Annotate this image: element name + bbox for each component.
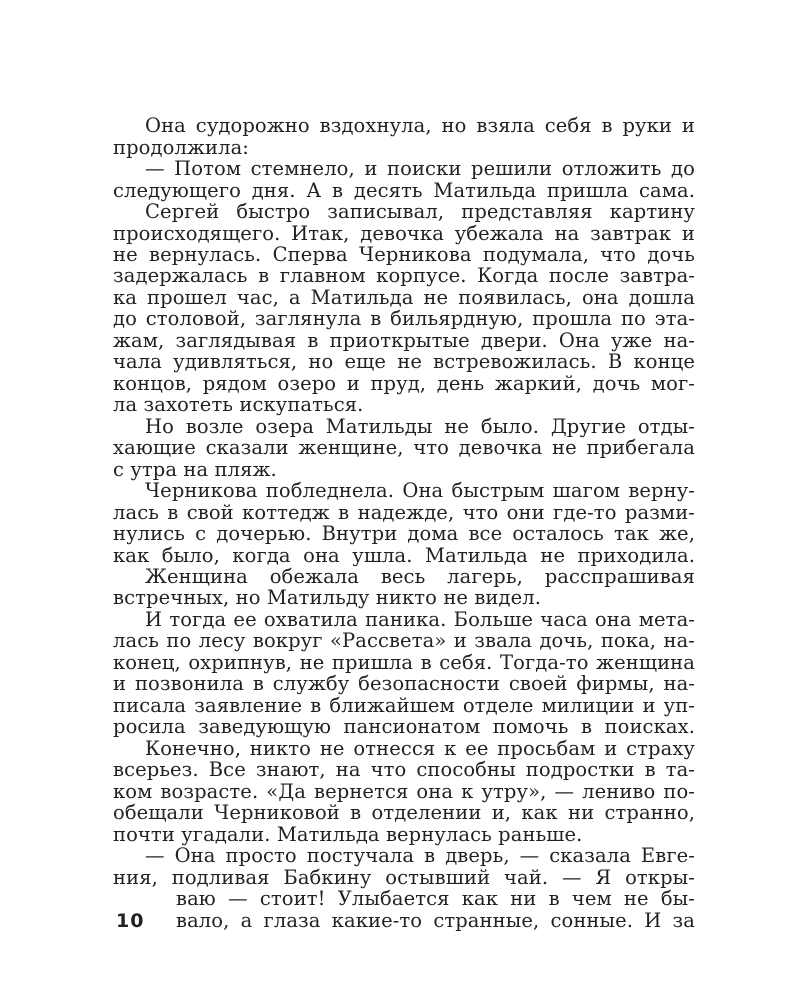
text-line: продолжила: bbox=[113, 136, 249, 159]
text-line: — Потом стемнело, и поиски решили отложить до bbox=[145, 157, 695, 180]
text-line: чала удивляться, но еще не встревожилась. В конце bbox=[113, 350, 695, 373]
text-line: лась в свой коттедж в надежде, что они где-то разми- bbox=[113, 501, 695, 524]
text-line: — Она просто постучала в дверь, — сказала Евге- bbox=[145, 844, 695, 867]
text-line: Но возле озера Матильды не было. Другие отды- bbox=[145, 415, 695, 438]
text-line: Сергей быстро записывал, представляя картину bbox=[145, 200, 695, 223]
text-line: происходящего. Итак, девочка убежала на завтрак и bbox=[113, 222, 695, 245]
text-line: хающие сказали женщине, что девочка не прибегала bbox=[113, 436, 695, 459]
text-line: росила заведующую пансионатом помочь в поисках. bbox=[113, 715, 695, 738]
text-line: вало, а глаза какие-то странные, сонные. И за bbox=[176, 909, 695, 932]
text-line: и позвонила в службу безопасности своей фирмы, на- bbox=[113, 672, 695, 695]
text-line: с утра на пляж. bbox=[113, 458, 277, 481]
text-line: ка прошел час, а Матильда не появилась, она дошла bbox=[113, 286, 695, 309]
text-line: ния, подливая Бабкину остывший чай. — Я откры- bbox=[113, 866, 695, 889]
text-line: до столовой, заглянула в бильярдную, прошла по эта- bbox=[113, 307, 695, 330]
text-line: следующего дня. А в десять Матильда пришла сама. bbox=[113, 179, 695, 202]
text-line: всерьез. Все знают, на что способны подростки в та- bbox=[113, 758, 695, 781]
text-line: Женщина обежала весь лагерь, расспрашивая bbox=[145, 565, 695, 588]
text-line: ком возрасте. «Да вернется она к утру», — лениво по- bbox=[113, 780, 695, 803]
text-line: Черникова побледнела. Она быстрым шагом верну- bbox=[145, 479, 695, 502]
text-line: писала заявление в ближайшем отделе милиции и уп- bbox=[113, 694, 695, 717]
text-line: задержалась в главном корпусе. Когда после завтра- bbox=[113, 264, 695, 287]
text-line: почти угадали. Матильда вернулась раньше. bbox=[113, 823, 583, 846]
text-line: ваю — стоит! Улыбается как ни в чем не бы- bbox=[176, 887, 695, 910]
page-number: 10 bbox=[116, 910, 145, 932]
text-line: лась по лесу вокруг «Рассвета» и звала дочь, пока, на- bbox=[113, 629, 695, 652]
text-line: встречных, но Матильду никто не видел. bbox=[113, 586, 542, 609]
text-line: конец, охрипнув, не пришла в себя. Тогда-то женщина bbox=[113, 651, 695, 674]
text-line: жам, заглядывая в приоткрытые двери. Она уже на- bbox=[113, 329, 695, 352]
text-line: не вернулась. Сперва Черникова подумала, что дочь bbox=[113, 243, 695, 266]
text-line: концов, рядом озеро и пруд, день жаркий, дочь мог- bbox=[113, 372, 695, 395]
text-line: И тогда ее охватила паника. Больше часа она мета- bbox=[145, 608, 695, 631]
text-line: ла захотеть искупаться. bbox=[113, 393, 364, 416]
text-line: обещали Черниковой в отделении и, как ни странно, bbox=[113, 801, 695, 824]
text-line: Конечно, никто не отнесся к ее просьбам и страху bbox=[145, 737, 695, 760]
text-line: нулись с дочерью. Внутри дома все осталось так же, bbox=[113, 522, 695, 545]
text-line: как было, когда она ушла. Матильда не приходила. bbox=[113, 544, 695, 567]
text-line: Она судорожно вздохнула, но взяла себя в руки и bbox=[145, 114, 695, 137]
